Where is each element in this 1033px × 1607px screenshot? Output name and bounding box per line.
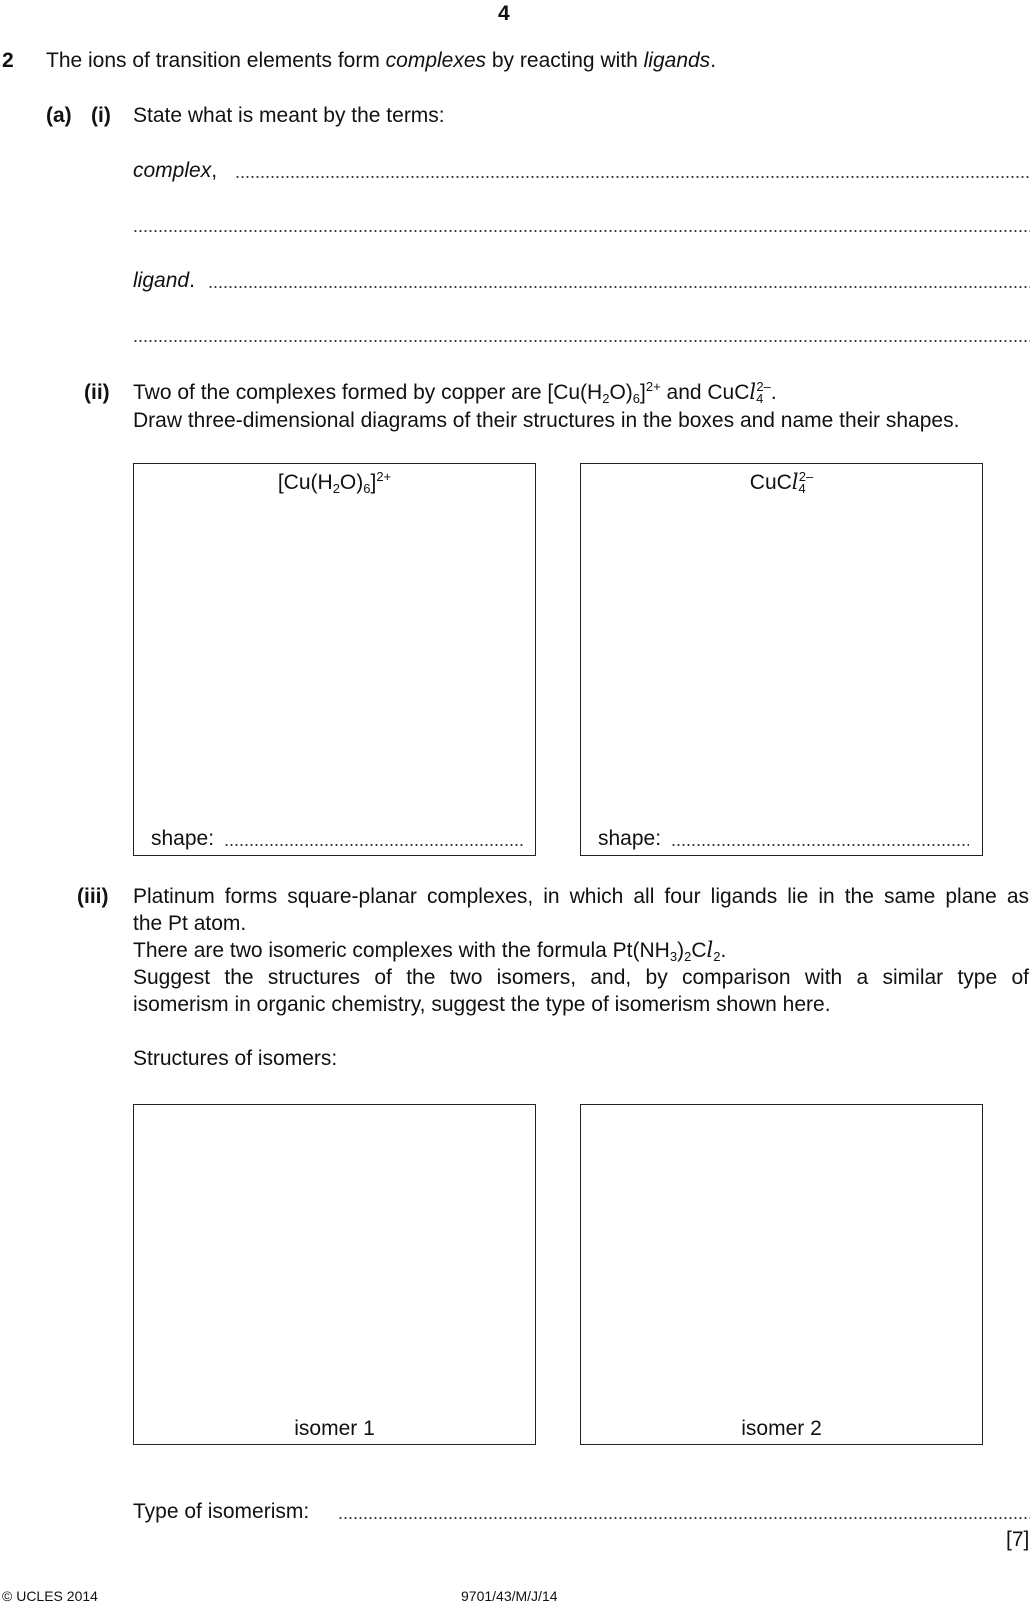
part-a-ii-line1: Two of the complexes formed by copper are $[Cu(H_2O)_6]^{2+}$ and CuCl$_4^{2-}$.	[133, 379, 777, 406]
page-number: 4	[498, 2, 510, 25]
drawing-box-isomer-2[interactable]	[580, 1104, 983, 1445]
footer-copyright: © UCLES 2014	[2, 1588, 98, 1604]
term-ligand-label: ligand.	[133, 269, 195, 292]
part-a-iii-line5: isomerism in organic chemistry, suggest the type of isomerism shown here.	[133, 993, 831, 1016]
box-title-cucl4: CuCl$_4^{2-}$	[749, 469, 814, 496]
type-of-isomerism-label: Type of isomerism:	[133, 1500, 310, 1523]
shape-answer-line-1[interactable]	[224, 844, 524, 846]
marks: [7]	[1006, 1528, 1030, 1551]
part-a-iii-line1: Platinum forms square-planar complexes, in which all four ligands lie in the same plane as	[133, 885, 1029, 908]
answer-line-ligand-1[interactable]	[208, 286, 1030, 288]
structures-label: Structures of isomers:	[133, 1047, 338, 1070]
answer-line-complex-2[interactable]	[133, 230, 1030, 232]
footer-paper-code: 9701/43/M/J/14	[461, 1588, 558, 1604]
shape-label-2: shape:	[598, 827, 662, 850]
drawing-box-cu-h2o6[interactable]	[133, 463, 536, 856]
drawing-box-isomer-1[interactable]	[133, 1104, 536, 1445]
box-title-cu-h2o6: $[Cu(H_2O)_6]^{2+}$	[277, 469, 392, 496]
answer-line-complex-1[interactable]	[235, 176, 1030, 178]
part-a-label: (a)	[46, 104, 72, 127]
part-a-ii-label: (ii)	[84, 381, 110, 404]
part-a-iii-line3: There are two isomeric complexes with the formula $Pt(NH_3)_2Cl_2$.	[133, 938, 727, 964]
part-a-iii-line2: the Pt atom.	[133, 912, 247, 935]
part-a-i-prompt: State what is meant by the terms:	[133, 104, 445, 127]
isomer-1-label: isomer 1	[294, 1417, 375, 1440]
part-a-ii-line2: Draw three-dimensional diagrams of their structures in the boxes and name their shapes.	[133, 409, 960, 432]
type-of-isomerism-answer-line[interactable]	[338, 1517, 1030, 1519]
part-a-i-label: (i)	[91, 104, 111, 127]
answer-line-ligand-2[interactable]	[133, 340, 1030, 342]
question-intro: The ions of transition elements form complexes by reacting with ligands.	[46, 49, 717, 72]
shape-label-1: shape:	[151, 827, 215, 850]
shape-answer-line-2[interactable]	[671, 844, 969, 846]
term-complex-label: complex,	[133, 159, 218, 182]
part-a-iii-label: (iii)	[77, 885, 109, 908]
drawing-box-cucl4[interactable]	[580, 463, 983, 856]
part-a-iii-line4: Suggest the structures of the two isomers, and, by comparison with a similar type of	[133, 966, 1029, 989]
isomer-2-label: isomer 2	[741, 1417, 822, 1440]
question-number: 2	[2, 49, 14, 72]
